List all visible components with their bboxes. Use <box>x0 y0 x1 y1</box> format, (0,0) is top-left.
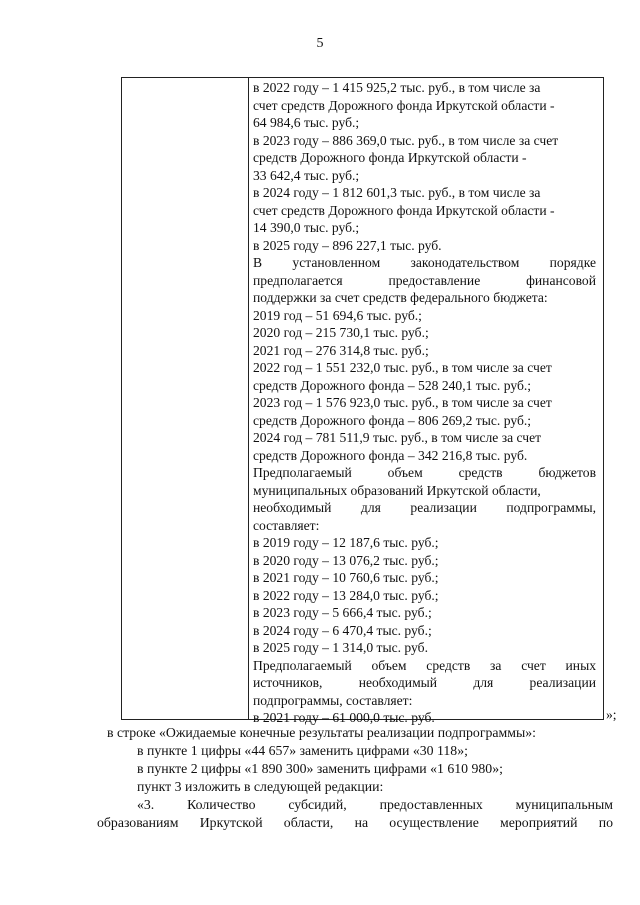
cell-line: счет средств Дорожного фонда Иркутской области - <box>253 97 555 113</box>
cell-line: составляет: <box>253 517 320 533</box>
cell-line: 2024 год – 781 511,9 тыс. руб., в том числе за счет <box>253 430 542 445</box>
cell-line: в 2019 году – 12 187,6 тыс. руб.; <box>253 535 439 550</box>
cell-line: в 2023 году – 886 369,0 тыс. руб., в том числе за счет <box>253 132 559 148</box>
body-line: в пункте 1 цифры «44 657» заменить цифрами «30 118»; <box>137 743 468 758</box>
cell-line: муниципальных образований Иркутской области, <box>253 482 541 498</box>
cell-line: 2019 год – 51 694,6 тыс. руб.; <box>253 307 422 323</box>
cell-line: в 2020 году – 13 076,2 тыс. руб.; <box>253 552 439 568</box>
cell-line: необходимый для реализации подпрограммы, <box>253 500 596 515</box>
cell-line: в 2025 году – 1 314,0 тыс. руб. <box>253 640 428 655</box>
cell-line: источников, необходимый для реализации <box>253 675 596 690</box>
page-number: 5 <box>316 36 324 51</box>
cell-line: в 2025 году – 896 227,1 тыс. руб. <box>253 237 442 253</box>
cell-line: 33 642,4 тыс. руб.; <box>253 167 360 183</box>
cell-line: в 2022 году – 1 415 925,2 тыс. руб., в том числе за <box>253 80 541 95</box>
cell-line: 2020 год – 215 730,1 тыс. руб.; <box>253 325 429 340</box>
cell-line: средств Дорожного фонда – 342 216,8 тыс. руб. <box>253 447 528 463</box>
cell-line: средств Дорожного фонда – 528 240,1 тыс. руб.; <box>253 377 532 393</box>
cell-line: В установленном законодательством порядке <box>253 255 596 270</box>
cell-line: 2022 год – 1 551 232,0 тыс. руб., в том числе за счет <box>253 360 552 375</box>
cell-line: в 2022 году – 13 284,0 тыс. руб.; <box>253 587 439 603</box>
cell-line: в 2021 году – 10 760,6 тыс. руб.; <box>253 570 439 585</box>
cell-line: в 2023 году – 5 666,4 тыс. руб.; <box>253 605 432 620</box>
body-line: образованиям Иркутской области, на осуществление мероприятий по <box>97 815 613 830</box>
financing-cell <box>253 79 596 727</box>
cell-line: Предполагаемый объем средств за счет иных <box>253 657 596 673</box>
cell-line: в 2021 году – 61 000,0 тыс. руб. <box>253 710 435 725</box>
body-line: в строке «Ожидаемые конечные результаты реализации подпрограммы»: <box>107 725 536 740</box>
cell-line: предполагается предоставление финансовой <box>253 272 596 288</box>
cell-line: Предполагаемый объем средств бюджетов <box>253 465 596 480</box>
cell-line: средств Дорожного фонда Иркутской области - <box>253 150 527 165</box>
cell-line: подпрограммы, составляет: <box>253 692 413 708</box>
cell-line: 64 984,6 тыс. руб.; <box>253 115 360 130</box>
cell-line: 14 390,0 тыс. руб.; <box>253 220 360 235</box>
body-line: «3. Количество субсидий, предоставленных муниципальным <box>137 797 613 812</box>
body-line: в пункте 2 цифры «1 890 300» заменить цифрами «1 610 980»; <box>137 761 503 776</box>
closing-quote-mark: »; <box>606 707 617 722</box>
subprogram-table <box>121 77 604 725</box>
cell-line: в 2024 году – 6 470,4 тыс. руб.; <box>253 622 432 638</box>
amendment-text <box>97 724 613 832</box>
cell-line: поддержки за счет средств федерального бюджета: <box>253 290 548 305</box>
column-divider <box>248 78 249 719</box>
cell-line: счет средств Дорожного фонда Иркутской области - <box>253 202 555 218</box>
cell-line: средств Дорожного фонда – 806 269,2 тыс. руб.; <box>253 412 532 428</box>
cell-line: 2021 год – 276 314,8 тыс. руб.; <box>253 342 429 358</box>
cell-line: в 2024 году – 1 812 601,3 тыс. руб., в том числе за <box>253 185 541 200</box>
body-line: пункт 3 изложить в следующей редакции: <box>137 779 384 794</box>
cell-line: 2023 год – 1 576 923,0 тыс. руб., в том числе за счет <box>253 395 552 410</box>
